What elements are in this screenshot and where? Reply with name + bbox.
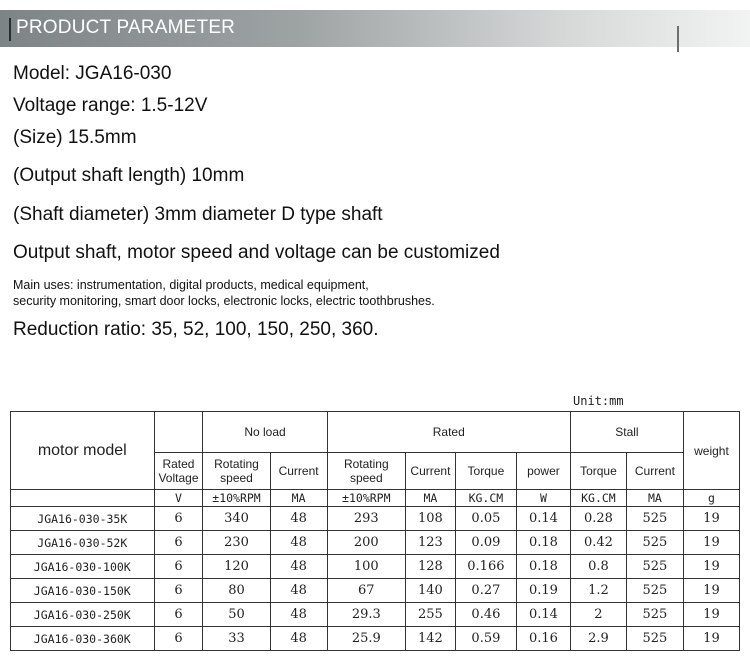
cell-rated-speed: 67 [327,579,405,603]
spec-reduction: Reduction ratio: 35, 52, 100, 150, 250, 360. [13,319,379,340]
unit-rated-power: W [516,490,570,507]
cell-noload-current: 48 [270,579,327,603]
header-stall-current: Current [626,453,683,490]
header-motor-model: motor model [11,412,155,490]
header-no-load: No load [203,412,327,453]
cell-rated-speed: 293 [327,507,405,531]
cell-model: JGA16-030-100K [11,555,155,579]
header-rated-power: power [516,453,570,490]
cell-stall-current: 525 [626,531,683,555]
table-row [11,507,740,531]
cell-noload-speed: 120 [203,555,270,579]
cell-rated-current: 255 [405,603,455,627]
table-row [11,555,740,579]
cell-rated-speed: 29.3 [327,603,405,627]
cell-rated-power: 0.14 [516,603,570,627]
cell-noload-speed: 80 [203,579,270,603]
spec-size: (Size) 15.5mm [13,127,137,148]
cell-stall-torque: 0.42 [570,531,626,555]
cell-weight: 19 [683,555,739,579]
table-row [11,531,740,555]
cell-model: JGA16-030-250K [11,603,155,627]
cell-stall-current: 525 [626,507,683,531]
unit-noload-speed: ±10%RPM [203,490,270,507]
cell-voltage: 6 [154,579,203,603]
cell-weight: 19 [683,627,739,651]
unit-rated-current: MA [405,490,455,507]
cell-stall-torque: 2.9 [570,627,626,651]
cell-model: JGA16-030-52K [11,531,155,555]
unit-voltage: V [154,490,203,507]
cell-voltage: 6 [154,555,203,579]
header-stall-torque: Torque [570,453,626,490]
cell-rated-current: 108 [405,507,455,531]
cell-rated-torque: 0.09 [455,531,516,555]
cell-rated-current: 142 [405,627,455,651]
cell-noload-speed: 50 [203,603,270,627]
header-noload-current: Current [270,453,327,490]
cell-voltage: 6 [154,627,203,651]
header-title: PRODUCT PARAMETER [16,17,236,38]
cell-stall-current: 525 [626,627,683,651]
units-empty [11,490,155,507]
header-rated-torque: Torque [455,453,516,490]
cell-voltage: 6 [154,531,203,555]
cell-model: JGA16-030-150K [11,579,155,603]
cell-rated-current: 140 [405,579,455,603]
spec-uses-line2: security monitoring, smart door locks, electronic locks, electric toothbrushes. [13,294,435,308]
header-stall: Stall [570,412,683,453]
cell-noload-current: 48 [270,531,327,555]
unit-rated-speed: ±10%RPM [327,490,405,507]
cell-rated-power: 0.18 [516,555,570,579]
spec-model: Model: JGA16-030 [13,63,172,84]
cell-voltage: 6 [154,603,203,627]
cell-rated-torque: 0.05 [455,507,516,531]
header-left-bar [9,18,11,41]
table-units-row [11,490,740,507]
header-rated: Rated [327,412,570,453]
table-unit: Unit:mm [573,394,624,408]
cell-voltage: 6 [154,507,203,531]
cell-noload-current: 48 [270,627,327,651]
spec-customized: Output shaft, motor speed and voltage can be customized [13,242,500,263]
cell-rated-power: 0.16 [516,627,570,651]
unit-noload-current: MA [270,490,327,507]
cell-noload-current: 48 [270,603,327,627]
cell-stall-torque: 2 [570,603,626,627]
cell-rated-speed: 200 [327,531,405,555]
cell-noload-speed: 33 [203,627,270,651]
cell-rated-current: 128 [405,555,455,579]
header-noload-speed: Rotating speed [203,453,270,490]
cell-rated-speed: 25.9 [327,627,405,651]
cell-rated-speed: 100 [327,555,405,579]
cell-rated-torque: 0.166 [455,555,516,579]
unit-rated-torque: KG.CM [455,490,516,507]
cell-noload-speed: 340 [203,507,270,531]
cell-rated-torque: 0.27 [455,579,516,603]
cell-stall-torque: 0.8 [570,555,626,579]
header-rated-current: Current [405,453,455,490]
spec-shaft-length: (Output shaft length) 10mm [13,165,245,186]
cell-rated-current: 123 [405,531,455,555]
header-rated-speed: Rotating speed [327,453,405,490]
cell-model: JGA16-030-35K [11,507,155,531]
table-row [11,603,740,627]
cell-rated-power: 0.19 [516,579,570,603]
cell-weight: 19 [683,507,739,531]
cell-weight: 19 [683,603,739,627]
cell-noload-current: 48 [270,507,327,531]
unit-stall-torque: KG.CM [570,490,626,507]
cell-stall-torque: 0.28 [570,507,626,531]
unit-stall-current: MA [626,490,683,507]
cell-weight: 19 [683,579,739,603]
header-rated-voltage: Rated Voltage [154,453,203,490]
table-row [11,627,740,651]
cell-stall-torque: 1.2 [570,579,626,603]
cell-rated-power: 0.14 [516,507,570,531]
cell-stall-current: 525 [626,555,683,579]
cell-noload-speed: 230 [203,531,270,555]
cell-noload-current: 48 [270,555,327,579]
header-right-bar [677,26,679,52]
table-header-row-1 [11,412,740,453]
cell-rated-torque: 0.46 [455,603,516,627]
cell-model: JGA16-030-360K [11,627,155,651]
cell-stall-current: 525 [626,603,683,627]
section-header [0,10,750,47]
cell-stall-current: 525 [626,579,683,603]
spec-uses-line1: Main uses: instrumentation, digital products, medical equipment, [13,278,369,292]
header-weight: weight [683,412,739,490]
header-empty [154,412,203,453]
unit-weight: g [683,490,739,507]
spec-voltage: Voltage range: 1.5-12V [13,95,208,116]
table-row [11,579,740,603]
spec-shaft-diameter: (Shaft diameter) 3mm diameter D type shaft [13,204,383,225]
cell-rated-torque: 0.59 [455,627,516,651]
parameter-table [10,411,740,651]
cell-weight: 19 [683,531,739,555]
cell-rated-power: 0.18 [516,531,570,555]
